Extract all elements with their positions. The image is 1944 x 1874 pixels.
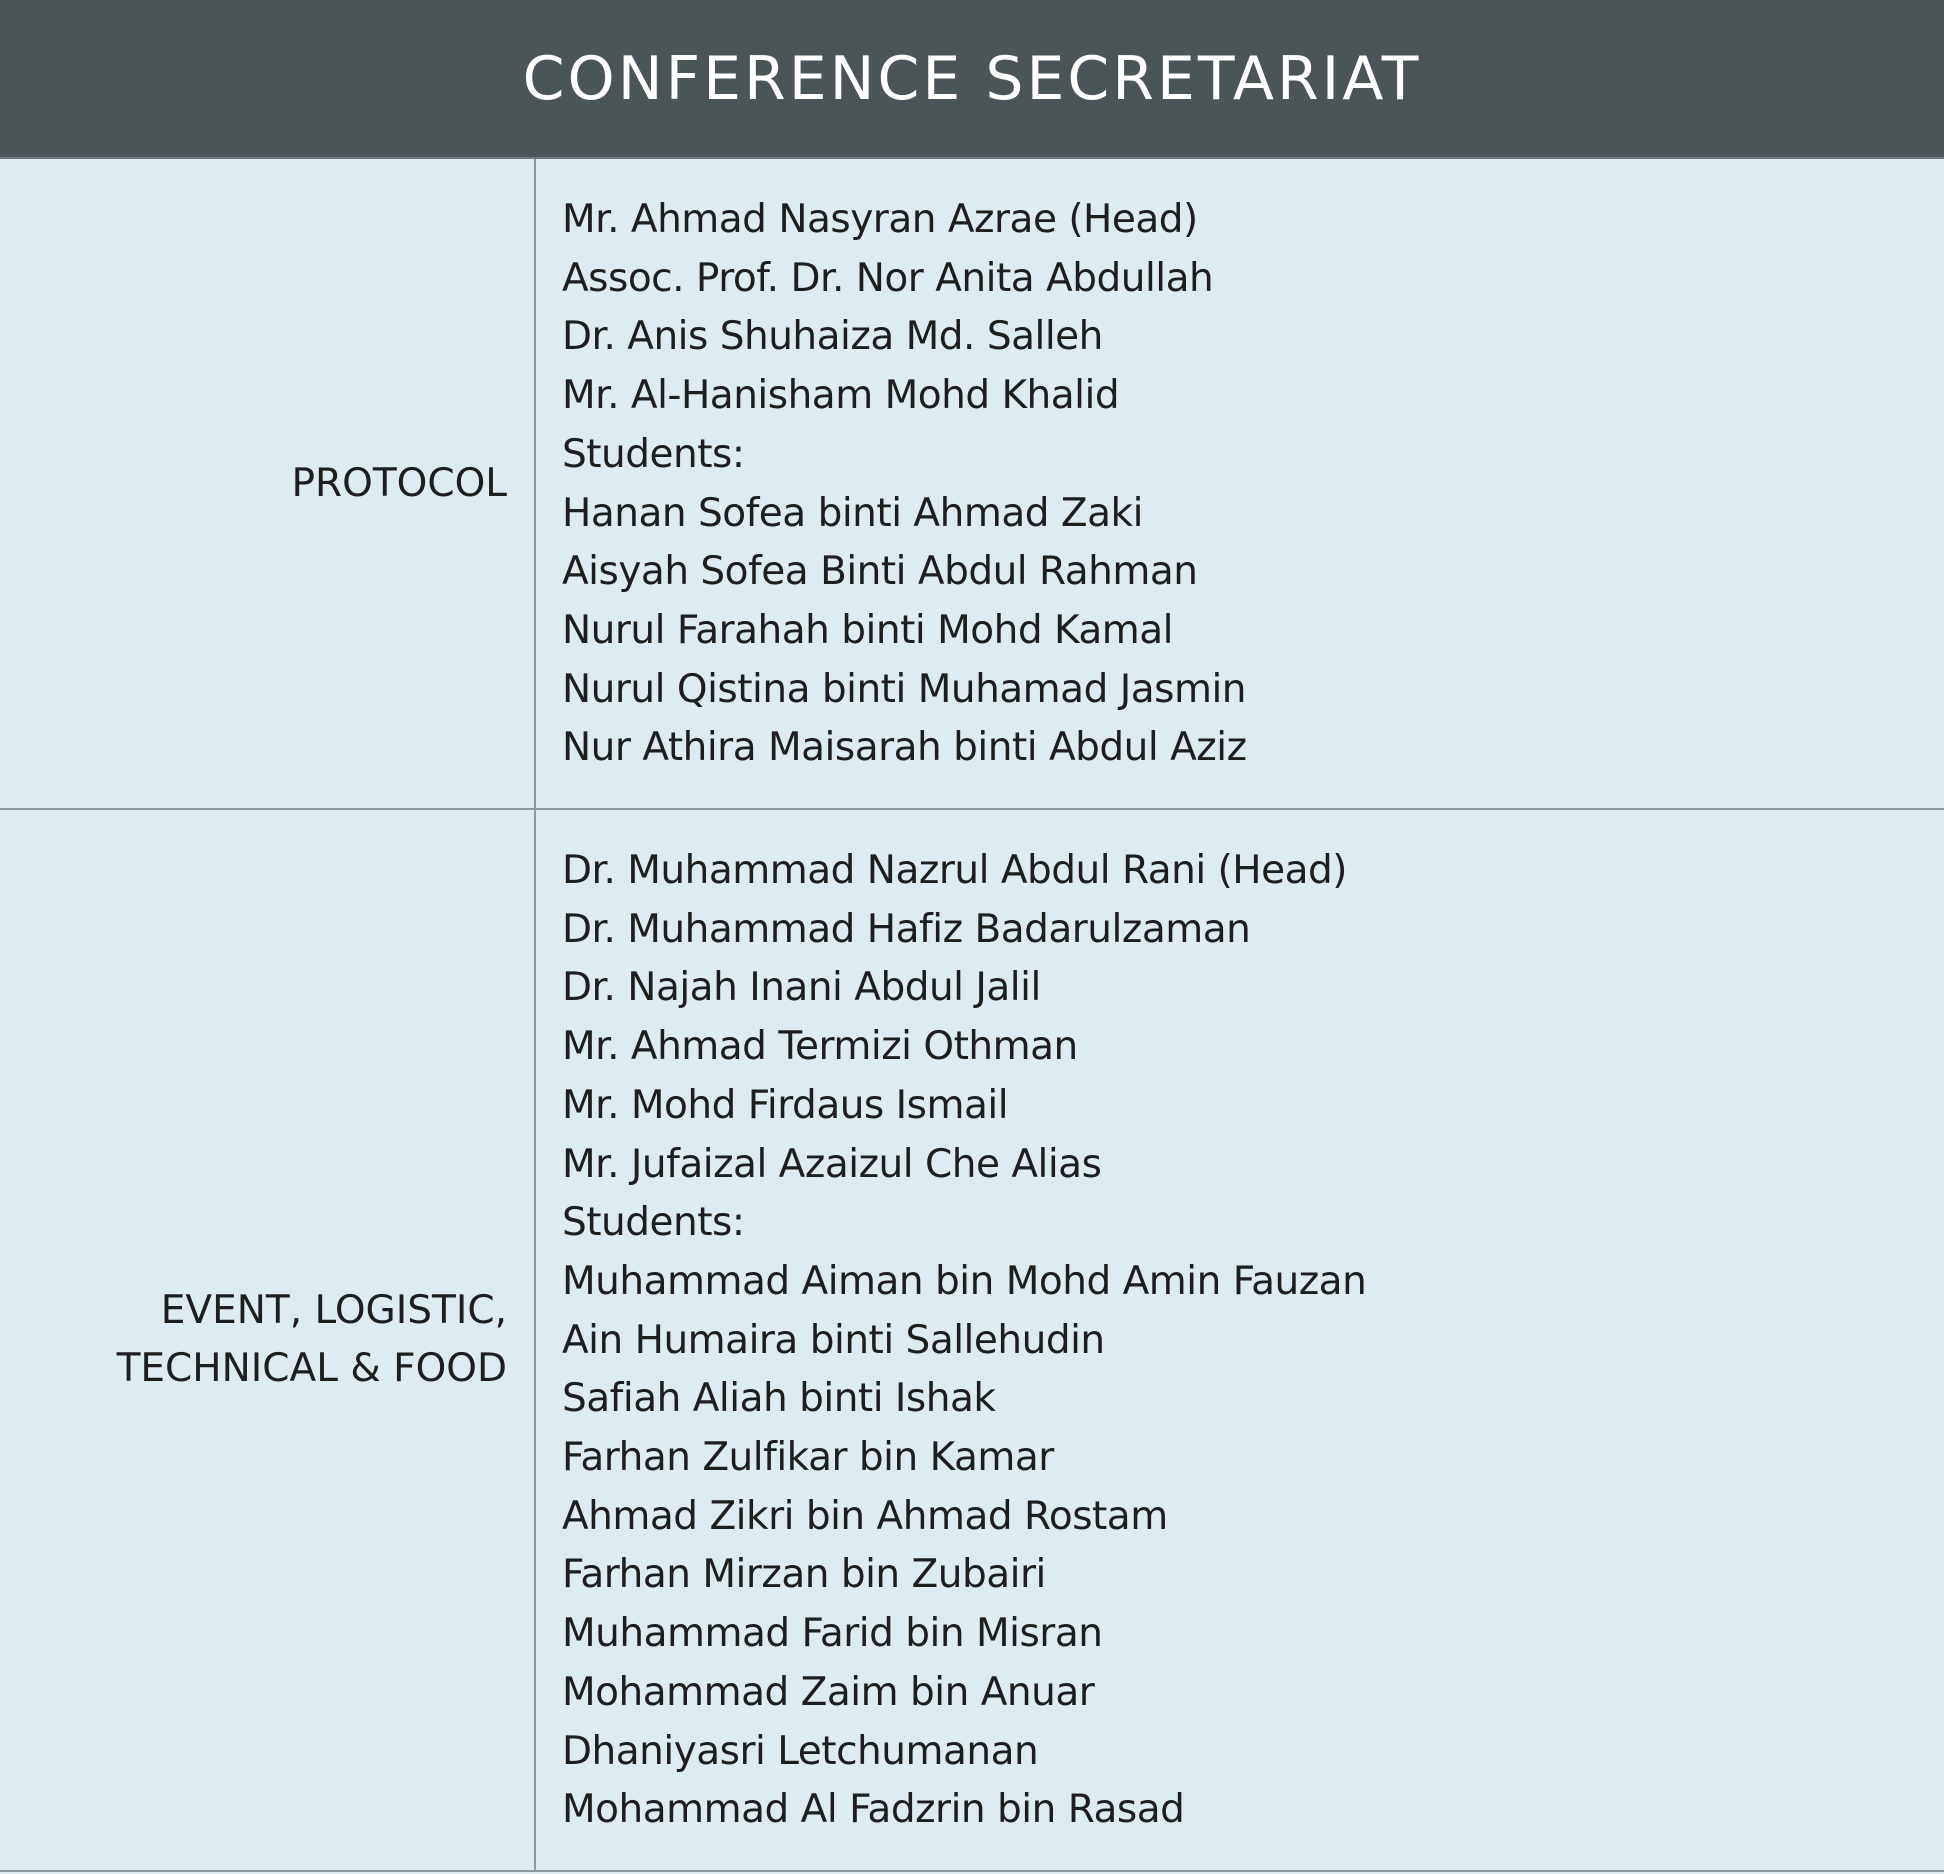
list-item: Students:	[562, 1200, 745, 1246]
list-item: Nurul Qistina binti Muhamad Jasmin	[562, 666, 1246, 712]
list-item: Safiah Aliah binti Ishak	[562, 1376, 996, 1422]
list-item: Muhammad Farid bin Misran	[562, 1611, 1103, 1657]
member-list	[536, 810, 1944, 1870]
list-item: Nur Athira Maisarah binti Abdul Aziz	[562, 725, 1247, 771]
list-item: Mr. Ahmad Termizi Othman	[562, 1024, 1078, 1070]
list-item: Dr. Muhammad Nazrul Abdul Rani (Head)	[562, 848, 1347, 893]
section-label-cell	[0, 159, 536, 808]
table-header	[0, 0, 1944, 159]
list-item: Farhan Mirzan bin Zubairi	[562, 1552, 1046, 1598]
list-item: Mohammad Al Fadzrin bin Rasad	[562, 1787, 1185, 1833]
list-item: Mr. Ahmad Nasyran Azrae (Head)	[562, 197, 1198, 242]
section-label	[292, 455, 508, 513]
section-label-cell	[0, 810, 536, 1870]
list-item: Farhan Zulfikar bin Kamar	[562, 1435, 1054, 1481]
section-label-line: TECHNICAL & FOOD	[116, 1346, 507, 1391]
list-item: Mohammad Zaim bin Anuar	[562, 1669, 1095, 1715]
list-item: Dr. Muhammad Hafiz Badarulzaman	[562, 906, 1251, 952]
list-item: Aisyah Sofea Binti Abdul Rahman	[562, 549, 1198, 595]
section-label	[117, 1282, 507, 1398]
list-item: Dr. Anis Shuhaiza Md. Salleh	[562, 314, 1103, 360]
list-item: Mr. Al-Hanisham Mohd Khalid	[562, 373, 1120, 419]
list-item: Muhammad Aiman bin Mohd Amin Fauzan	[562, 1258, 1367, 1304]
list-item: Mr. Jufaizal Azaizul Che Alias	[562, 1141, 1102, 1187]
list-item: Students:	[562, 431, 745, 477]
list-item: Ahmad Zikri bin Ahmad Rostam	[562, 1493, 1168, 1539]
section-label-line: EVENT, LOGISTIC,	[160, 1288, 507, 1333]
list-item: Hanan Sofea binti Ahmad Zaki	[562, 490, 1143, 536]
list-item: Nurul Farahah binti Mohd Kamal	[562, 607, 1174, 653]
list-item: Dr. Najah Inani Abdul Jalil	[562, 965, 1041, 1011]
section-protocol	[0, 159, 1944, 810]
list-item: Mr. Mohd Firdaus Ismail	[562, 1082, 1009, 1128]
page-title: CONFERENCE SECRETARIAT	[522, 43, 1422, 114]
list-item: Ain Humaira binti Sallehudin	[562, 1317, 1105, 1363]
list-item: Assoc. Prof. Dr. Nor Anita Abdullah	[562, 255, 1214, 301]
section-label-line: PROTOCOL	[291, 460, 507, 506]
member-list	[536, 159, 1944, 808]
section-event-logistic	[0, 810, 1944, 1872]
list-item: Dhaniyasri Letchumanan	[562, 1728, 1039, 1774]
